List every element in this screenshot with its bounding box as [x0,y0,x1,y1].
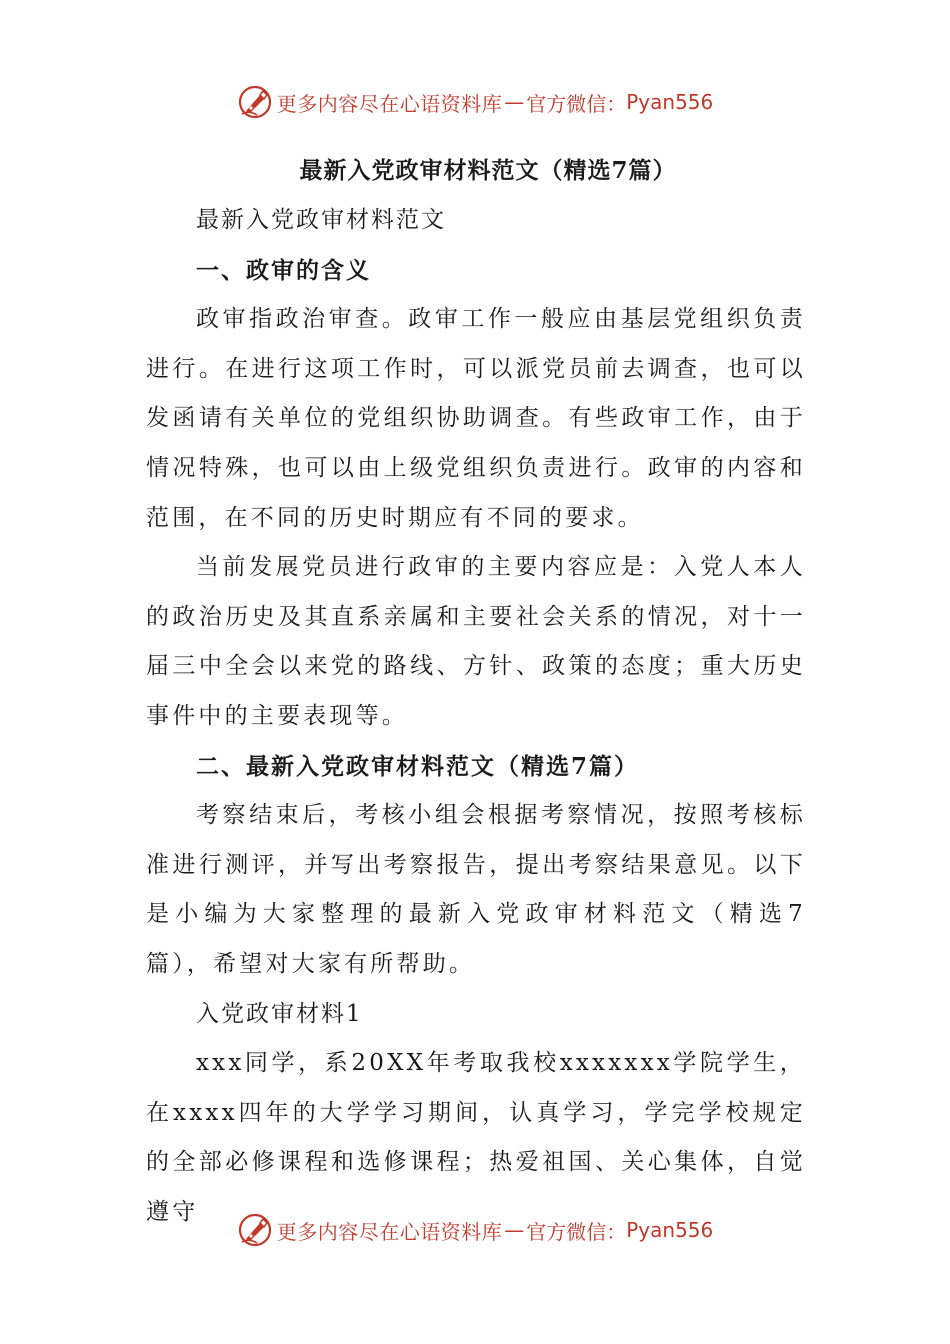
banner-contact-label: 官方微信： [526,1219,627,1244]
paragraph-3: 考察结束后，考核小组会根据考察情况，按照考核标准进行测评，并写出考察报告，提出考察结果意见。以下是小编为大家整理的最新入党政审材料范文（精选7篇），希望对大家有所帮助。 [146,802,806,977]
banner-separator: — [504,1218,525,1242]
document-title: 最新入党政审材料范文（精选7篇） [299,157,677,184]
banner-contact-label: 官方微信： [526,91,627,116]
material-heading-1: 入党政审材料1 [196,1000,363,1027]
banner-contact-id: Pyan556 [626,90,714,114]
banner-contact-id: Pyan556 [626,1218,714,1242]
section-heading-1: 一、政审的含义 [196,256,371,284]
pen-nib-icon [237,1212,273,1248]
banner-slogan: 更多内容尽在心语资料库 [276,1219,503,1244]
paragraph-4: xxx同学，系20XX年考取我校xxxxxxx学院学生，在xxxx四年的大学学习期间，认真学习，学完学校规定的全部必修课程和选修课程；热爱祖国、关心集体，自觉遵守 [146,1050,806,1225]
header-banner [0,82,950,122]
pen-nib-icon [237,84,273,120]
document-subtitle: 最新入党政审材料范文 [196,207,446,233]
banner-slogan: 更多内容尽在心语资料库 [276,91,503,116]
paragraph-1: 政审指政治审查。政审工作一般应由基层党组织负责进行。在进行这项工作时，可以派党员前去调查，也可以发函请有关单位的党组织协助调查。有些政审工作，由于情况特殊，也可以由上级党组织负责进行。政审的内容和范围，在不同的历史时期应有不同的要求。 [146,306,806,531]
section-heading-2: 二、最新入党政审材料范文（精选7篇） [196,752,640,780]
banner-separator: — [504,90,525,114]
document-body [146,146,806,1237]
footer-banner [0,1210,950,1250]
paragraph-2: 当前发展党员进行政审的主要内容应是：入党人本人的政治历史及其直系亲属和主要社会关系的情况，对十一届三中全会以来党的路线、方针、政策的态度；重大历史事件中的主要表现等。 [146,554,806,729]
